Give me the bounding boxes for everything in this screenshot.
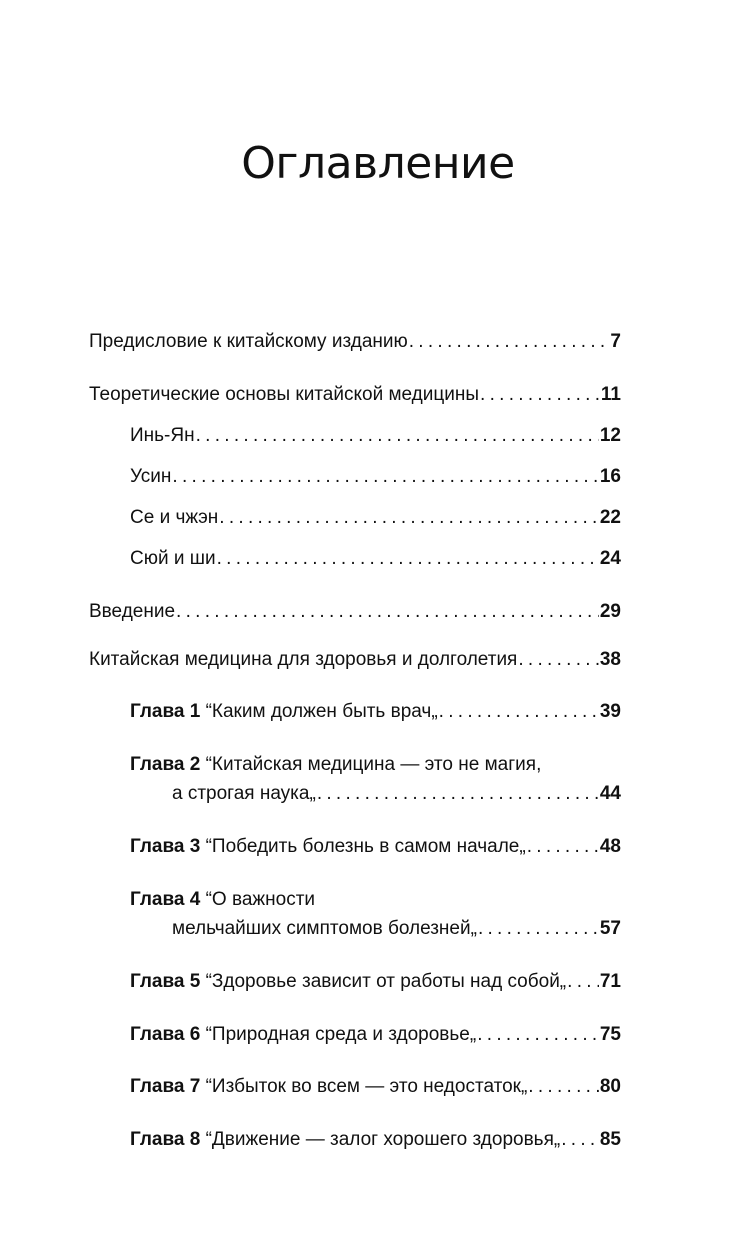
- toc-page-number: 29: [599, 601, 621, 622]
- toc-entry[interactable]: [89, 600, 621, 624]
- dot-leader: [219, 506, 599, 530]
- dot-leader: [518, 648, 599, 672]
- chapter-number: Глава 8: [130, 1129, 201, 1150]
- dot-leader: [217, 547, 599, 571]
- toc-page-number: 39: [599, 701, 621, 722]
- chapter-number: Глава 5: [130, 971, 201, 992]
- toc-chapter-4[interactable]: [130, 888, 315, 912]
- toc-page-number: 24: [599, 548, 621, 569]
- toc-entry-label: Введение: [89, 601, 176, 622]
- toc-page-number: 80: [599, 1076, 621, 1097]
- toc-page-number: 22: [599, 507, 621, 528]
- chapter-title: “Движение — залог хорошего здоровья„: [205, 1129, 561, 1150]
- toc-page-number: 57: [599, 918, 621, 939]
- toc-chapter-5[interactable]: [130, 970, 621, 994]
- toc-page-number: 7: [610, 331, 621, 352]
- toc-subentry[interactable]: [130, 506, 621, 530]
- dot-leader: [172, 465, 598, 489]
- toc-entry-label: Се и чжэн: [130, 507, 219, 528]
- chapter-title: “Природная среда и здоровье„: [205, 1024, 477, 1045]
- toc-page-number: 85: [599, 1129, 621, 1150]
- toc-chapter-3[interactable]: [130, 835, 621, 859]
- chapter-title: “О важности: [205, 889, 316, 910]
- toc-entry-label: Теоретические основы китайской медицины: [89, 384, 480, 405]
- toc-page-number: 12: [599, 425, 621, 446]
- dot-leader: [478, 917, 599, 941]
- toc-page-number: 11: [600, 384, 621, 405]
- toc-entry-label: Инь-Ян: [130, 425, 195, 446]
- toc-entry[interactable]: [89, 648, 621, 672]
- chapter-label: [130, 700, 438, 724]
- toc-page-number: 44: [599, 783, 621, 804]
- toc-chapter-8[interactable]: [130, 1128, 621, 1152]
- toc-chapter-2[interactable]: [130, 753, 541, 777]
- toc-page-number: 71: [599, 971, 621, 992]
- dot-leader: [528, 1075, 599, 1099]
- toc-chapter-1[interactable]: [130, 700, 621, 724]
- chapter-label: [130, 970, 566, 994]
- chapter-title: “Каким должен быть врач„: [205, 701, 438, 722]
- toc-entry[interactable]: [89, 330, 621, 354]
- toc-page-number: 38: [599, 649, 621, 670]
- chapter-label: [130, 1075, 527, 1099]
- chapter-label: [130, 835, 526, 859]
- chapter-title: “Избыток во всем — это недостаток„: [205, 1076, 528, 1097]
- toc-page-number: 75: [599, 1024, 621, 1045]
- toc-entry-label: Предисловие к китайскому изданию: [89, 331, 408, 352]
- toc-entry-label: Усин: [130, 466, 172, 487]
- chapter-title: “Китайская медицина — это не магия,: [205, 754, 542, 775]
- dot-leader: [409, 330, 610, 354]
- chapter-number: Глава 1: [130, 701, 201, 722]
- page-title: Оглавление: [241, 138, 515, 189]
- dot-leader: [480, 383, 600, 407]
- toc-subentry[interactable]: [130, 465, 621, 489]
- toc-subentry[interactable]: [130, 547, 621, 571]
- chapter-number: Глава 4: [130, 889, 201, 910]
- chapter-label: [130, 1128, 560, 1152]
- toc-page-number: 16: [599, 466, 621, 487]
- chapter-number: Глава 2: [130, 754, 201, 775]
- toc-chapter-4-continued[interactable]: [172, 917, 621, 941]
- dot-leader: [477, 1023, 599, 1047]
- dot-leader: [176, 600, 599, 624]
- toc-subentry[interactable]: [130, 424, 621, 448]
- chapter-title: “Победить болезнь в самом начале„: [205, 836, 526, 857]
- toc-entry-label: Сюй и ши: [130, 548, 216, 569]
- toc-chapter-6[interactable]: [130, 1023, 621, 1047]
- toc-entry[interactable]: [89, 383, 621, 407]
- toc-chapter-2-continued[interactable]: [172, 782, 621, 806]
- chapter-number: Глава 6: [130, 1024, 201, 1045]
- dot-leader: [317, 782, 599, 806]
- toc-page-number: 48: [599, 836, 621, 857]
- toc-entry-label: Китайская медицина для здоровья и долголетия: [89, 649, 518, 670]
- chapter-title: “Здоровье зависит от работы над собой„: [205, 971, 567, 992]
- chapter-label: [130, 1023, 476, 1047]
- dot-leader: [527, 835, 599, 859]
- dot-leader: [439, 700, 599, 724]
- chapter-title-continued: а строгая наука„: [172, 783, 316, 804]
- dot-leader: [196, 424, 599, 448]
- toc-chapter-7[interactable]: [130, 1075, 621, 1099]
- chapter-number: Глава 3: [130, 836, 201, 857]
- chapter-title-continued: мельчайших симптомов болезней„: [172, 918, 477, 939]
- dot-leader: [567, 970, 599, 994]
- chapter-number: Глава 7: [130, 1076, 201, 1097]
- dot-leader: [561, 1128, 599, 1152]
